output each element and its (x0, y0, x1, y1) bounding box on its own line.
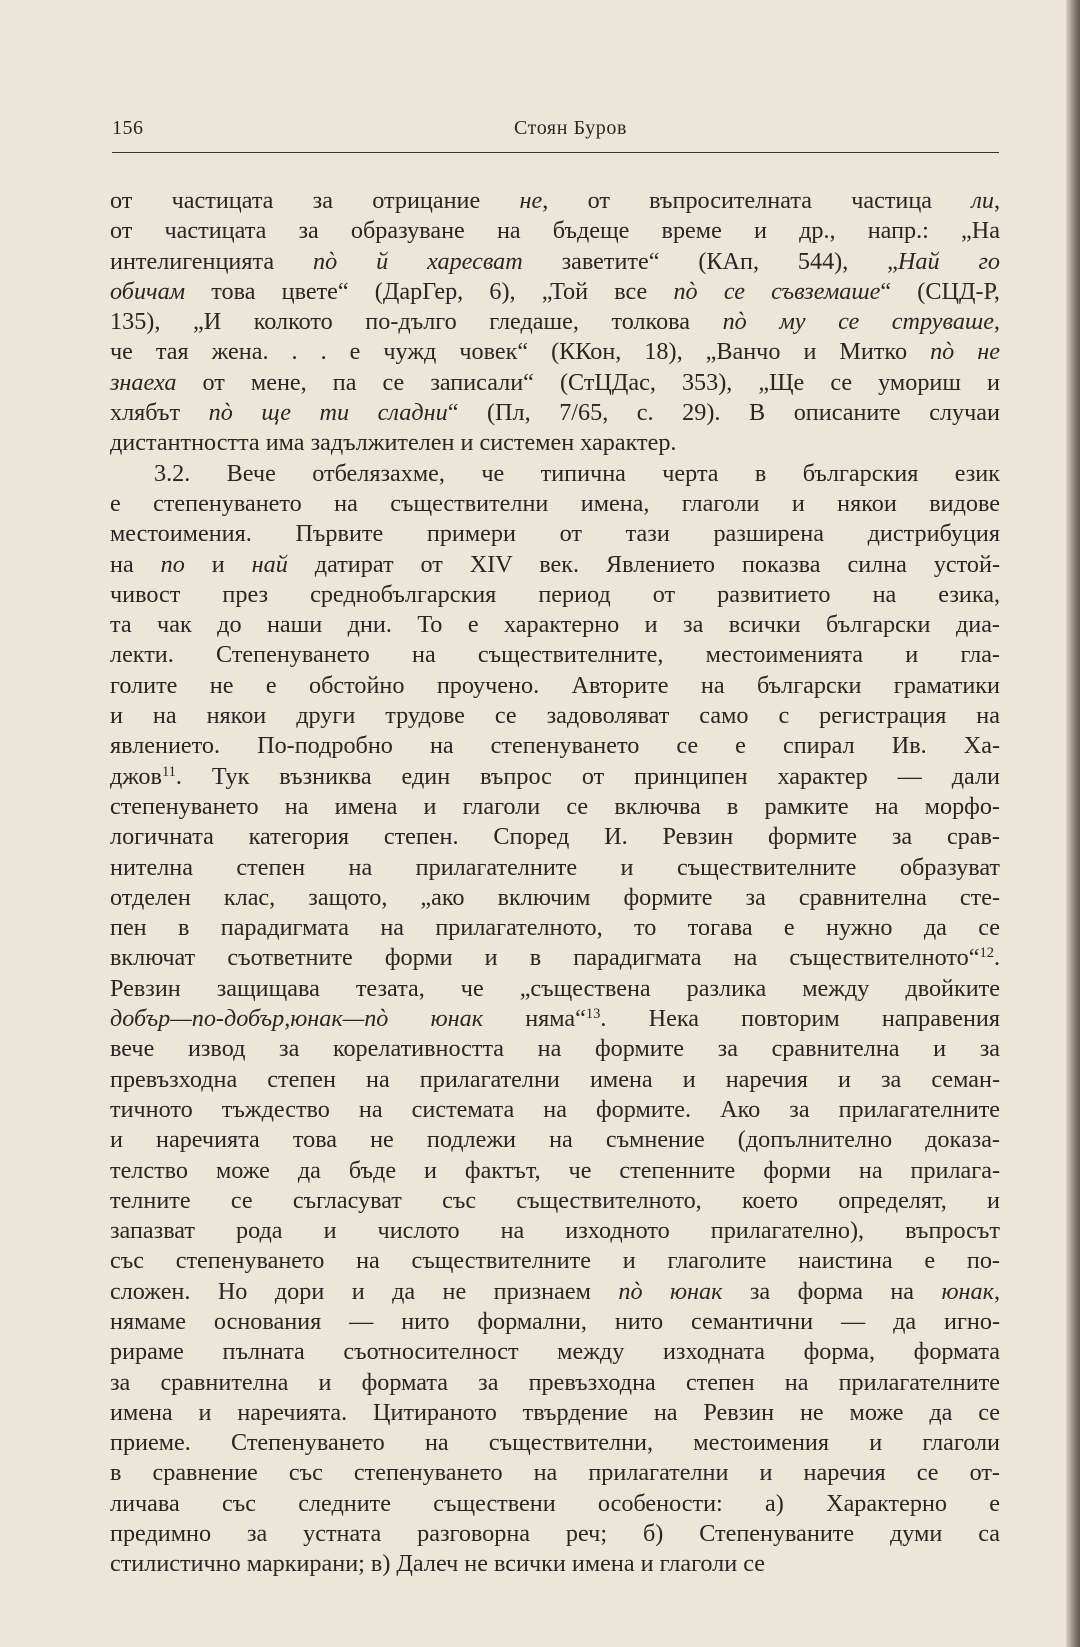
text-run: , от въпросителната частица (542, 187, 972, 214)
italic-example: пò юнак (618, 1277, 723, 1305)
footnote-marker: 13 (585, 1006, 601, 1023)
text-run: запазват рода и числото на изходното прилагателно), въпросът (110, 1217, 1000, 1245)
text-run: телство може да бъде и фактът, че степенните форми на прилага- (110, 1156, 1000, 1184)
text-line (110, 428, 1000, 458)
italic-example: знаеха (110, 368, 177, 396)
text-line (110, 1095, 1000, 1125)
text-line (110, 883, 1000, 913)
text-line (110, 943, 1000, 973)
text-line (110, 186, 1000, 216)
text-run: това цвете“ (ДарГер, 6), „Той все (185, 277, 674, 305)
text-run: е степенуването на съществителни имена, глаголи и някои видове (110, 489, 1000, 517)
text-run: джов (110, 762, 162, 790)
text-run: превъзходна степен на прилагателни имена и наречия и за семан- (110, 1065, 1000, 1093)
italic-example: пò не (930, 338, 1000, 366)
footnote-marker: 12 (979, 945, 994, 962)
text-line (110, 1549, 1000, 1579)
text-run: включат съответните форми и в парадигмата на съществителното“ (110, 944, 980, 972)
text-run: заветите“ (КАп, 544), „ (522, 247, 898, 275)
text-line (110, 853, 1000, 883)
text-run: в сравнение със степенуването на прилагателни и наречия се от- (110, 1459, 1000, 1487)
text-run: , (993, 1277, 1000, 1305)
text-run: за форма на (722, 1277, 942, 1305)
text-run: хлябът (110, 399, 209, 427)
text-run: личава със следните съществени особености: а) Характерно е (110, 1489, 1000, 1517)
text-run: интелигенцията (110, 247, 313, 275)
text-line (110, 489, 1000, 519)
italic-example: пò се съвземаше (673, 277, 881, 305)
text-run: . (993, 944, 1000, 972)
text-line (110, 1156, 1000, 1186)
text-line (110, 1246, 1000, 1276)
page-edge-shadow (1066, 0, 1080, 1647)
text-run: и (184, 550, 252, 578)
italic-example: по (160, 550, 185, 578)
running-head (112, 112, 999, 150)
text-line (110, 277, 1000, 307)
text-line (110, 822, 1000, 852)
text-run: датират от XIV век. Явлението показва силна устой- (287, 550, 1001, 578)
text-run: приеме. Степенуването на съществителни, местоимения и глаголи (110, 1429, 1000, 1457)
text-line (110, 1186, 1000, 1216)
text-line (110, 459, 1000, 489)
text-line (110, 1489, 1000, 1519)
footnote-marker: 11 (161, 763, 176, 780)
text-line (110, 368, 1000, 398)
text-run: дистантността има задължителен и системен характер. (110, 429, 677, 457)
italic-example: ли (971, 187, 994, 214)
text-run: рираме пълната съотносителност между изходната форма, формата (110, 1338, 1000, 1366)
text-run: степенуването на имена и глаголи се включва в рамките на морфо- (110, 792, 1000, 820)
text-line (110, 247, 1000, 277)
text-line (110, 1065, 1000, 1095)
text-line (110, 731, 1000, 761)
text-run: , (993, 187, 1000, 214)
text-run: от частицата за образуване на бъдеще време и др., напр.: „На (110, 217, 1000, 245)
text-run: “ (СЦД-Р, (880, 277, 1000, 305)
text-run: явлението. По-подробно на степенуването се е спирал Ив. Ха- (110, 732, 1000, 760)
text-line (110, 1307, 1000, 1337)
text-line (110, 1277, 1000, 1307)
italic-example: пò й харесват (313, 247, 523, 275)
text-run: от мене, па се записали“ (СтЦДас, 353), „Ще се умориш и (176, 368, 1000, 396)
italic-example: добър—по-добър,юнак—пò юнак (110, 1005, 484, 1033)
text-line (110, 1125, 1000, 1155)
running-title-author: Стоян Буров (513, 117, 628, 139)
text-run: тичното тъждество на системата на формите. Ако за прилагателните (110, 1095, 1000, 1123)
text-line (110, 1458, 1000, 1488)
header-rule (112, 152, 999, 153)
text-line (110, 1216, 1000, 1246)
text-run: и наречията това не подлежи на съмнение (допълнително доказа- (110, 1126, 1000, 1154)
italic-example: пò ще ти сладни (208, 399, 448, 427)
italic-example: най (251, 550, 288, 578)
text-line (110, 610, 1000, 640)
italic-example: Най го (897, 247, 1000, 275)
text-line (110, 337, 1000, 367)
text-run: телните се съгласуват със съществителното, което определят, и (110, 1186, 1000, 1214)
text-line (110, 1519, 1000, 1549)
italic-example: не (519, 187, 543, 214)
text-line (110, 1004, 1000, 1034)
text-run: със степенуването на съществителните и глаголите наистина е по- (110, 1247, 1000, 1275)
text-run: лекти. Степенуването на съществителните, местоименията и гла- (110, 641, 1000, 669)
text-line (110, 974, 1000, 1004)
text-line (110, 1368, 1000, 1398)
text-line (110, 701, 1000, 731)
text-run: Ревзин защищава тезата, че „съществена разлика между двойките (110, 974, 1000, 1002)
text-line (110, 216, 1000, 246)
text-run: сложен. Но дори и да не признаем (110, 1277, 619, 1305)
text-run: нямаме основания — нито формални, нито семантични — да игно- (110, 1307, 1000, 1335)
text-run: логичната категория степен. Според И. Ревзин формите за срав- (110, 823, 1000, 851)
text-run: за сравнителна и формата за превъзходна степен на прилагателните (110, 1368, 1000, 1396)
text-run: стилистично маркирани; в) Далеч не всички имена и глаголи се (110, 1550, 766, 1578)
text-line (110, 792, 1000, 822)
text-run: от частицата за отрицание (110, 187, 520, 214)
text-line (110, 550, 1000, 580)
text-run: 135), „И колкото по-дълго гледаше, толкова (110, 308, 723, 336)
text-run: “ (Пл, 7/65, с. 29). В описаните случаи (447, 399, 1000, 427)
text-line (110, 913, 1000, 943)
text-line (110, 580, 1000, 610)
text-run: че тая жена. . . е чужд човек“ (ККон, 18), „Ванчо и Митко (110, 338, 931, 366)
text-line (110, 1428, 1000, 1458)
text-run: нителна степен на прилагателните и съществителните образуват (110, 853, 1000, 881)
text-run: та чак до наши дни. То е характерно и за всички български диа- (110, 611, 1000, 639)
text-run: местоимения. Първите примери от тази разширена дистрибуция (110, 520, 1000, 548)
text-run: вече извод за корелативността на формите за сравнителна и за (110, 1035, 1000, 1063)
page-number: 156 (112, 117, 144, 139)
text-line (110, 519, 1000, 549)
text-run: голите не е обстойно проучено. Авторите на български граматики (110, 671, 1000, 699)
text-line (110, 671, 1000, 701)
text-line (110, 398, 1000, 428)
text-run: 3.2. Вече отбелязахме, че типична черта в българския език (154, 459, 1000, 487)
body-text (110, 186, 1000, 1580)
italic-example: пò му се струваше, (722, 308, 1000, 336)
text-line (110, 307, 1000, 337)
text-run: отделен клас, защото, „ако включим формите за сравнителна сте- (110, 883, 1000, 911)
text-line (110, 762, 1000, 792)
text-line (110, 640, 1000, 670)
text-run: имена и наречията. Цитираното твърдение на Ревзин не може да се (110, 1398, 1000, 1426)
text-run: чивост през среднобългарския период от развитието на езика, (110, 580, 1000, 608)
italic-example: юнак (941, 1277, 994, 1305)
text-run: няма“ (483, 1005, 586, 1033)
italic-example: обичам (110, 277, 186, 305)
text-run: . Тук възниква един въпрос от принципен характер — дали (175, 762, 1000, 790)
text-line (110, 1398, 1000, 1428)
text-line (110, 1337, 1000, 1367)
text-run: пен в парадигмата на прилагателното, то тогава е нужно да се (110, 914, 1000, 942)
text-line (110, 1034, 1000, 1064)
text-run: и на някои други трудове се задоволяват само с регистрация на (110, 702, 1000, 730)
text-run: предимно за устната разговорна реч; б) Степенуваните думи са (110, 1520, 1000, 1548)
text-run: на (110, 550, 161, 578)
text-run: . Нека повторим направения (600, 1005, 1000, 1033)
